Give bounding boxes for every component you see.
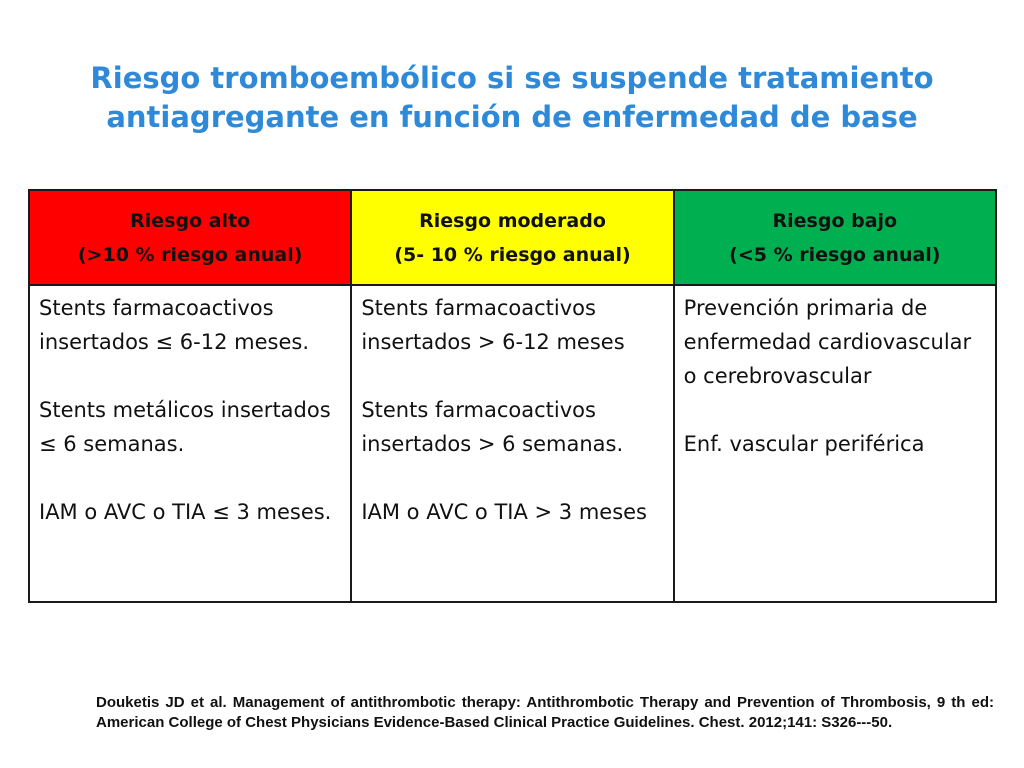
header-moderate-risk (351, 190, 673, 285)
header-low-risk-label: Riesgo bajo (772, 209, 898, 232)
header-high-risk (29, 190, 351, 285)
risk-table-body-row (29, 285, 996, 602)
condition-item: Stents metálicos insertados ≤ 6 semanas. (39, 398, 331, 456)
cell-high-risk-conditions (29, 285, 351, 602)
condition-item: Enf. vascular periférica (683, 432, 925, 456)
condition-item: IAM o AVC o TIA > 3 meses (361, 500, 648, 524)
cell-low-risk-conditions (674, 285, 996, 602)
header-low-risk (674, 190, 996, 285)
slide-title-line-2: antiagregante en función de enfermedad de base (106, 100, 918, 135)
citation-reference: Douketis JD et al. Management of antithrombotic therapy: Antithrombotic Therapy and Prevention of Thrombosis, 9 th ed: American College of Chest Physicians Evidence-Based Clinical Practice Guidelines. Chest. 2012;141: S326---50. (96, 694, 994, 731)
slide-title-line-1: Riesgo tromboembólico si se suspende tratamiento (90, 61, 934, 96)
condition-item: Stents farmacoactivos insertados > 6 semanas. (361, 398, 624, 456)
header-high-risk-label: Riesgo alto (130, 209, 251, 232)
header-low-risk-rate: (<5 % riesgo anual) (729, 243, 941, 266)
condition-item: Prevención primaria de enfermedad cardiovascular o cerebrovascular (683, 296, 972, 388)
condition-item: Stents farmacoactivos insertados > 6-12 meses (361, 296, 625, 354)
condition-item: Stents farmacoactivos insertados ≤ 6-12 meses. (39, 296, 309, 354)
slide-title (40, 59, 984, 137)
header-moderate-risk-label: Riesgo moderado (419, 209, 606, 232)
risk-table-header-row (29, 190, 996, 285)
header-moderate-risk-rate: (5- 10 % riesgo anual) (394, 243, 631, 266)
condition-item: IAM o AVC o TIA ≤ 3 meses. (39, 500, 332, 524)
cell-moderate-risk-conditions (351, 285, 673, 602)
risk-table (28, 189, 997, 603)
header-high-risk-rate: (>10 % riesgo anual) (77, 243, 303, 266)
